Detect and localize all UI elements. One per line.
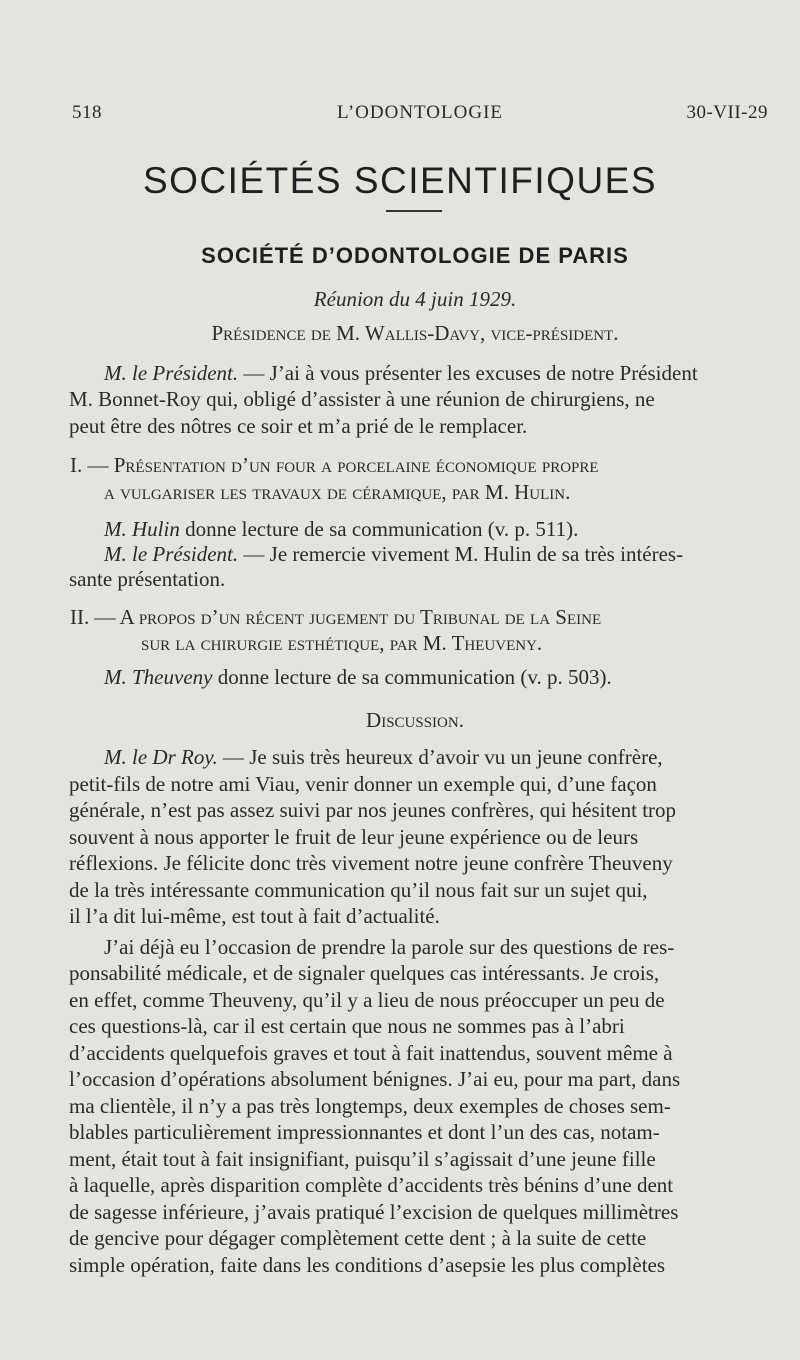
paragraph-line: M. le Président. — J’ai à vous présenter les excuses de notre Président bbox=[104, 361, 698, 385]
journal-title: L’ODONTOLOGIE bbox=[336, 102, 504, 123]
agenda-item-title: a vulgariser les travaux de céramique, par M. Hulin. bbox=[104, 480, 571, 504]
paragraph-line: M. Bonnet-Roy qui, obligé d’assister à une réunion de chirurgiens, ne bbox=[69, 387, 655, 411]
paragraph-line: générale, n’est pas assez suivi par nos jeunes confrères, qui hésitent trop bbox=[69, 798, 677, 822]
speaker-name: M. Theuveny bbox=[104, 665, 213, 689]
paragraph-line: d’accidents quelquefois graves et tout à fait inattendus, souvent même à bbox=[69, 1041, 673, 1065]
paragraph-line: peut être des nôtres ce soir et m’a prié de le remplacer. bbox=[69, 414, 528, 438]
paragraph-line: blables particulièrement impressionnantes et dont l’un des cas, notam- bbox=[69, 1120, 660, 1144]
paragraph-line: petit-fils de notre ami Viau, venir donner un exemple qui, d’une façon bbox=[69, 772, 657, 796]
paragraph-line: l’occasion d’opérations absolument bénignes. J’ai eu, pour ma part, dans bbox=[69, 1067, 681, 1091]
paragraph-line: J’ai déjà eu l’occasion de prendre la parole sur des questions de res- bbox=[104, 935, 675, 959]
paragraph-line: à laquelle, après disparition complète d’accidents très bénins d’une dent bbox=[69, 1173, 674, 1197]
paragraph-line: ment, était tout à fait insignifiant, puisqu’il s’agissait d’une jeune fille bbox=[69, 1147, 656, 1171]
meeting-date: Réunion du 4 juin 1929. bbox=[313, 287, 517, 311]
paragraph-line: ponsabilité médicale, et de signaler quelques cas intéressants. Je crois, bbox=[69, 961, 660, 985]
paragraph-line: souvent à nous apporter le fruit de leur jeune expérience ou de leurs bbox=[69, 825, 639, 849]
paragraph-line: M. Theuveny donne lecture de sa communication (v. p. 503). bbox=[104, 665, 612, 689]
paragraph-line: de gencive pour dégager complètement cette dent ; à la suite de cette bbox=[69, 1226, 647, 1250]
paragraph-line: en effet, comme Theuveny, qu’il y a lieu de nous préoccuper un peu de bbox=[69, 988, 665, 1012]
presidency-line: Présidence de M. Wallis-Davy, vice-président. bbox=[211, 321, 619, 345]
speaker-name: M. le Dr Roy. bbox=[104, 745, 218, 769]
society-name: SOCIÉTÉ D’ODONTOLOGIE DE PARIS bbox=[201, 243, 629, 268]
title-divider bbox=[386, 210, 442, 212]
agenda-item-title: II. — A propos d’un récent jugement du Tribunal de la Seine bbox=[70, 605, 602, 629]
paragraph-line: sante présentation. bbox=[69, 567, 226, 591]
paragraph-line: M. Hulin donne lecture de sa communication (v. p. 511). bbox=[104, 517, 579, 541]
speaker-name: M. le Président. bbox=[104, 361, 239, 385]
speaker-name: M. le Président. bbox=[104, 542, 239, 566]
paragraph-line: simple opération, faite dans les conditions d’asepsie les plus complètes bbox=[69, 1253, 666, 1277]
paragraph-line: de la très intéressante communication qu’il nous fait sur un sujet qui, bbox=[69, 878, 648, 902]
paragraph-line: réflexions. Je félicite donc très vivement notre jeune confrère Theuveny bbox=[69, 851, 673, 875]
paragraph-line: M. le Dr Roy. — Je suis très heureux d’avoir vu un jeune confrère, bbox=[104, 745, 663, 769]
paragraph-line: de sagesse inférieure, j’avais pratiqué l’excision de quelques millimètres bbox=[69, 1200, 679, 1224]
agenda-item-title: I. — Présentation d’un four a porcelaine économique propre bbox=[70, 453, 599, 477]
page-number: 518 bbox=[72, 102, 102, 123]
section-title: SOCIÉTÉS SCIENTIFIQUES bbox=[142, 160, 658, 201]
agenda-item-title: sur la chirurgie esthétique, par M. Theuveny. bbox=[141, 631, 543, 655]
paragraph-line: ces questions-là, car il est certain que nous ne sommes pas à l’abri bbox=[69, 1014, 625, 1038]
discussion-heading: Discussion. bbox=[366, 708, 464, 732]
paragraph-line: ma clientèle, il n’y a pas très longtemps, deux exemples de choses sem- bbox=[69, 1094, 671, 1118]
issue-date: 30-VII-29 bbox=[686, 102, 768, 123]
running-header bbox=[72, 102, 768, 132]
paragraph-line: M. le Président. — Je remercie vivement M. Hulin de sa très intéres- bbox=[104, 542, 684, 566]
speaker-name: M. Hulin bbox=[104, 517, 180, 541]
paragraph-line: il l’a dit lui-même, est tout à fait d’actualité. bbox=[69, 904, 440, 928]
